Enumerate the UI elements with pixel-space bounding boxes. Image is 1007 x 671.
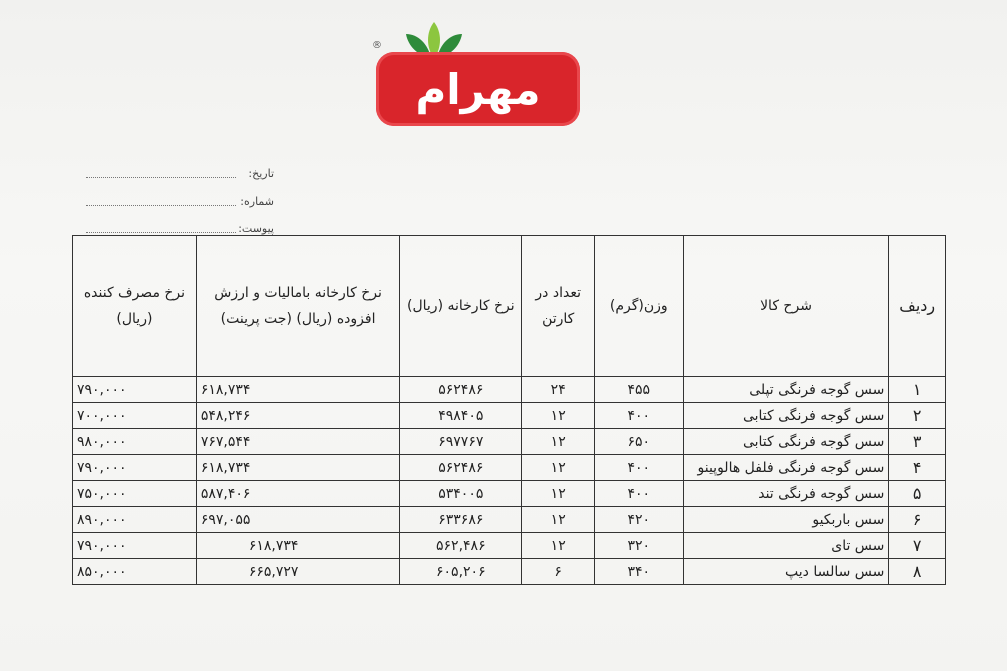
cell-factory-price-vat: ۵۴۸,۲۴۶ [196,403,399,429]
brand-logo [376,52,580,126]
table-row [73,377,946,403]
cell-row-number: ۸ [889,559,946,585]
cell-description: سس تای [683,533,889,559]
cell-factory-price-vat: ۶۱۸,۷۳۴ [196,455,399,481]
cell-factory-price-vat: ۶۱۸,۷۳۴ [196,533,399,559]
number-label: شماره: [240,195,274,208]
cell-factory-price: ۶۹۷۷۶۷ [400,429,522,455]
cell-factory-price: ۵۳۴۰۰۵ [400,481,522,507]
cell-count: ۶ [522,559,595,585]
cell-description: سس گوجه فرنگی کتابی [683,429,889,455]
cell-factory-price-vat: ۵۸۷,۴۰۶ [196,481,399,507]
cell-count: ۲۴ [522,377,595,403]
table-row [73,455,946,481]
brand-name: مهرام [415,64,541,114]
attachment-dotted-line [86,232,236,233]
cell-factory-price: ۵۶۲۴۸۶ [400,455,522,481]
table-row [73,507,946,533]
cell-consumer-price: ۹۸۰,۰۰۰ [73,429,197,455]
cell-description: سس گوجه فرنگی کتابی [683,403,889,429]
cell-count: ۱۲ [522,507,595,533]
cell-consumer-price: ۷۹۰,۰۰۰ [73,455,197,481]
cell-weight: ۶۵۰ [595,429,684,455]
price-list-table [72,235,946,585]
cell-row-number: ۱ [889,377,946,403]
cell-count: ۱۲ [522,533,595,559]
cell-count: ۱۲ [522,455,595,481]
cell-weight: ۳۲۰ [595,533,684,559]
cell-row-number: ۶ [889,507,946,533]
table-row [73,481,946,507]
cell-row-number: ۵ [889,481,946,507]
cell-consumer-price: ۷۹۰,۰۰۰ [73,377,197,403]
table-row [73,533,946,559]
cell-weight: ۴۰۰ [595,481,684,507]
registered-mark: ® [372,40,382,51]
header-description: شرح کالا [683,236,889,377]
header-consumer-price: نرخ مصرف کننده (ریال) [73,236,197,377]
cell-factory-price: ۶۳۳۶۸۶ [400,507,522,533]
cell-description: سس گوجه فرنگی فلفل هالوپینو [683,455,889,481]
cell-count: ۱۲ [522,481,595,507]
cell-weight: ۴۵۵ [595,377,684,403]
cell-consumer-price: ۷۹۰,۰۰۰ [73,533,197,559]
cell-description: سس گوجه فرنگی تند [683,481,889,507]
cell-factory-price-vat: ۶۶۵,۷۲۷ [196,559,399,585]
cell-count: ۱۲ [522,403,595,429]
number-field [86,195,286,211]
table-row [73,403,946,429]
cell-row-number: ۲ [889,403,946,429]
table-row [73,429,946,455]
cell-description: سس سالسا دیپ [683,559,889,585]
date-field [86,167,286,183]
cell-row-number: ۴ [889,455,946,481]
number-dotted-line [86,205,236,206]
cell-factory-price-vat: ۷۶۷,۵۴۴ [196,429,399,455]
cell-consumer-price: ۷۵۰,۰۰۰ [73,481,197,507]
cell-factory-price-vat: ۶۹۷,۰۵۵ [196,507,399,533]
cell-weight: ۴۲۰ [595,507,684,533]
cell-description: سس گوجه فرنگی تپلی [683,377,889,403]
table-row [73,559,946,585]
cell-factory-price: ۵۶۲۴۸۶ [400,377,522,403]
cell-factory-price: ۴۹۸۴۰۵ [400,403,522,429]
cell-row-number: ۳ [889,429,946,455]
cell-consumer-price: ۷۰۰,۰۰۰ [73,403,197,429]
header-factory-price: نرخ کارخانه (ریال) [400,236,522,377]
header-weight: وزن(گرم) [595,236,684,377]
date-dotted-line [86,177,236,178]
date-label: تاریخ: [248,167,274,180]
attachment-label: پیوست: [238,222,274,235]
cell-count: ۱۲ [522,429,595,455]
cell-consumer-price: ۸۹۰,۰۰۰ [73,507,197,533]
cell-weight: ۴۰۰ [595,455,684,481]
header-row-number: ردیف [889,236,946,377]
cell-consumer-price: ۸۵۰,۰۰۰ [73,559,197,585]
cell-weight: ۳۴۰ [595,559,684,585]
cell-factory-price-vat: ۶۱۸,۷۳۴ [196,377,399,403]
cell-factory-price: ۶۰۵,۲۰۶ [400,559,522,585]
cell-description: سس باربکیو [683,507,889,533]
cell-row-number: ۷ [889,533,946,559]
cell-factory-price: ۵۶۲,۴۸۶ [400,533,522,559]
header-factory-price-vat: نرخ کارخانه بامالیات و ارزش افزوده (ریال) (جت پرینت) [196,236,399,377]
cell-weight: ۴۰۰ [595,403,684,429]
table-header-row [73,236,946,377]
header-count: تعداد در کارتن [522,236,595,377]
